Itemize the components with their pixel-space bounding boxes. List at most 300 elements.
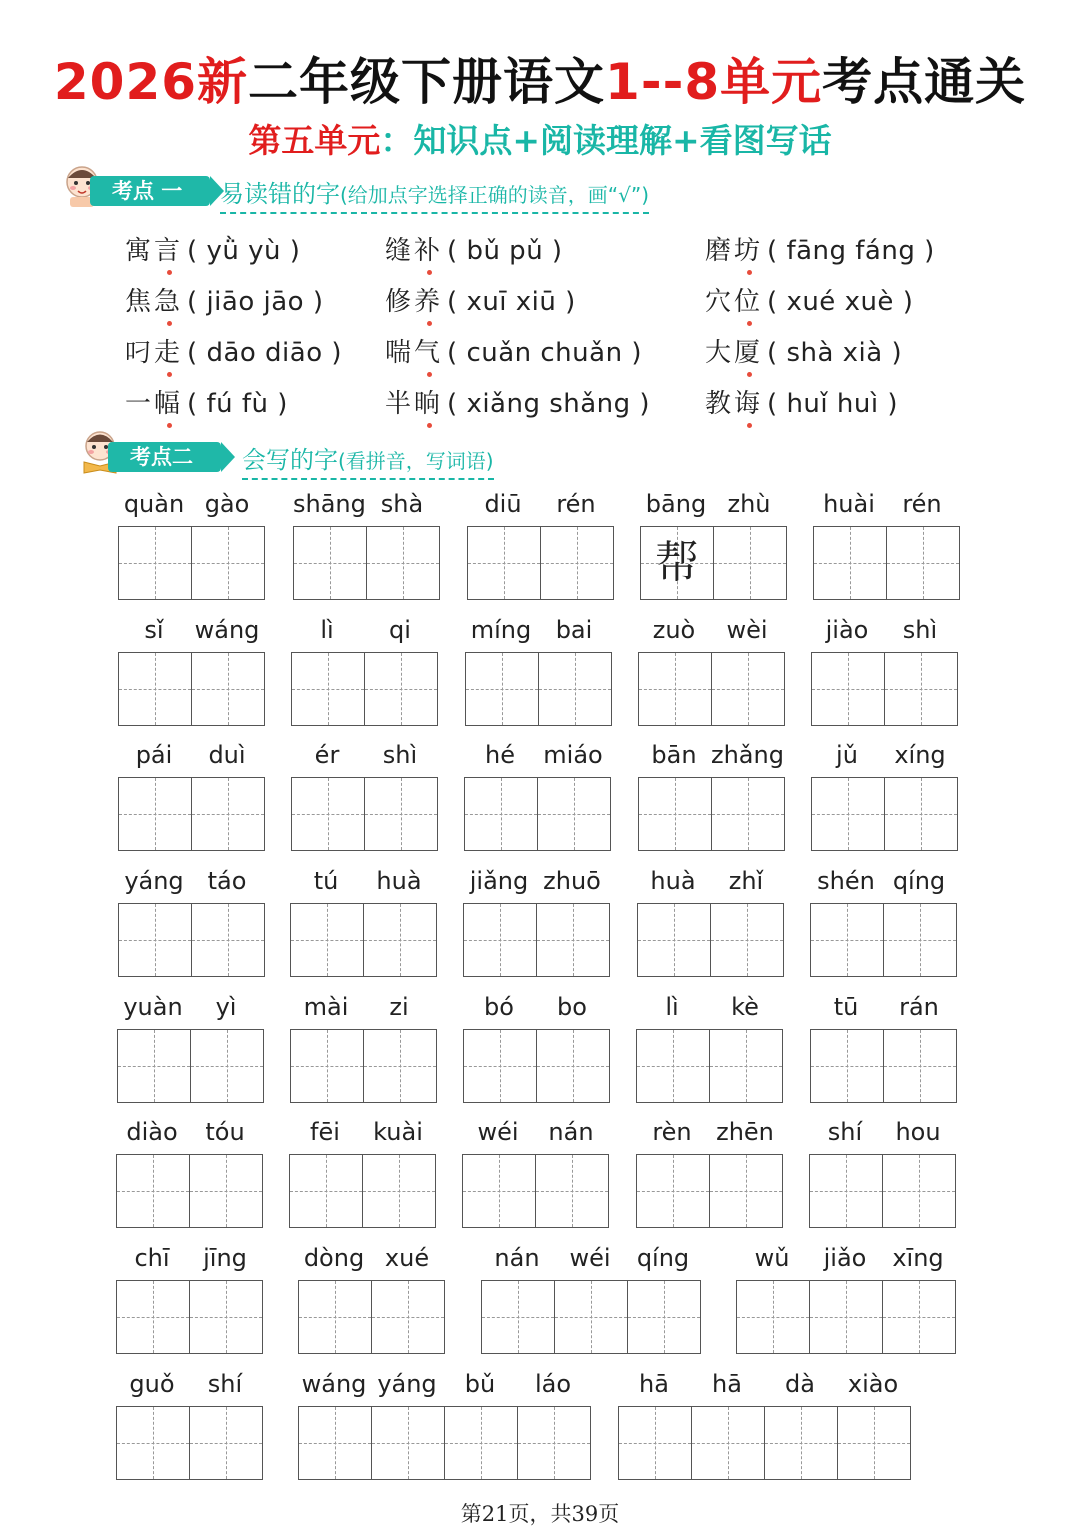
writing-box[interactable] [463,1155,536,1227]
writing-box[interactable] [637,1030,710,1102]
pinyin-options[interactable]: ( cuǎn chuǎn ) [447,338,642,368]
pinyin-row [809,1118,955,1148]
title-part-year: 2026新 [53,53,249,111]
pinyin-syllable: wéi [569,1244,611,1272]
pinyin-syllable: jiǎo [823,1244,867,1272]
writing-box[interactable] [555,1281,628,1353]
tianzige-boxes [636,1029,783,1103]
writing-box[interactable] [810,1155,883,1227]
item-word [125,338,183,368]
pinyin-syllable: qíng [636,1244,690,1272]
tianzige-boxes [638,652,785,726]
writing-box[interactable] [692,1407,765,1479]
tianzige-boxes [809,1154,956,1228]
pinyin-syllable: dà [785,1370,815,1398]
writing-box[interactable] [117,1407,190,1479]
pinyin-row [118,741,264,771]
writing-box[interactable] [299,1281,372,1353]
pinyin-syllable: shí [207,1370,243,1398]
pinyin-syllable: rán [899,993,939,1021]
pinyin-row [462,1118,608,1148]
pinyin-syllable: jǔ [836,741,858,769]
writing-box[interactable] [628,1281,700,1353]
pinyin-syllable: xīng [892,1244,944,1272]
pinyin-syllable: hou [895,1118,941,1146]
section-2-heading: 会写的字 [242,446,338,474]
tianzige-boxes [810,1029,957,1103]
item-word [385,236,443,266]
writing-box[interactable] [641,527,714,599]
writing-box[interactable] [363,1155,435,1227]
pronunciation-item [125,230,300,267]
writing-box[interactable] [639,778,712,850]
pinyin-syllable: zhēn [716,1118,774,1146]
pinyin-syllable: dòng [303,1244,365,1272]
tianzige-boxes [116,1406,263,1480]
pinyin-row [118,867,264,897]
pinyin-syllable: shà [380,490,424,518]
pinyin-syllable: huà [376,867,422,895]
pinyin-syllable: shāng [293,490,366,518]
section-1-tag: 考点 一 [90,176,210,206]
tianzige-boxes [291,777,438,851]
pronunciation-item [125,332,342,369]
pinyin-syllable: fēi [310,1118,340,1146]
dotted-char: 补 [414,230,443,267]
writing-box[interactable] [365,653,437,725]
tianzige-boxes [481,1280,701,1354]
pinyin-row [464,741,610,771]
pinyin-syllable: zi [389,993,409,1021]
pinyin-row [810,993,956,1023]
item-word [705,236,763,266]
dotted-char: 诲 [734,383,763,420]
item-word [705,338,763,368]
pinyin-row [116,1370,262,1400]
pinyin-syllable: rén [556,490,596,518]
writing-box[interactable] [711,904,783,976]
pronunciation-item [385,332,642,369]
writing-box[interactable] [119,653,192,725]
page-subtitle [0,115,1080,162]
pinyin-syllable: lì [320,616,334,644]
pinyin-row [291,741,437,771]
tianzige-boxes [465,652,612,726]
tianzige-boxes [118,652,265,726]
pinyin-syllable: zhù [727,490,771,518]
writing-box[interactable] [465,778,538,850]
writing-box[interactable] [887,527,959,599]
item-word [385,287,443,317]
pinyin-syllable: diū [484,490,522,518]
pinyin-syllable: wéi [477,1118,519,1146]
pinyin-row [467,490,613,520]
tianzige-boxes [736,1280,956,1354]
writing-box[interactable] [639,653,712,725]
writing-box[interactable] [367,527,439,599]
pinyin-row [290,993,436,1023]
pinyin-syllable: táo [207,867,247,895]
writing-box[interactable] [812,653,885,725]
pinyin-row [638,616,784,646]
pinyin-syllable: zhǎng [711,741,784,769]
writing-box[interactable] [537,1030,609,1102]
writing-box[interactable] [445,1407,518,1479]
writing-box[interactable] [541,527,613,599]
tianzige-boxes [467,526,614,600]
writing-box[interactable] [117,1281,190,1353]
item-char: 大 [705,338,735,368]
page-title [0,42,1080,114]
writing-box[interactable] [885,778,957,850]
pinyin-syllable: bó [484,993,514,1021]
pinyin-syllable: jiào [825,616,869,644]
tianzige-boxes [463,1029,610,1103]
tianzige-boxes [293,526,440,600]
writing-box[interactable] [291,1030,364,1102]
writing-box[interactable] [814,527,887,599]
pinyin-syllable: tū [833,993,859,1021]
writing-box[interactable] [117,1155,190,1227]
pinyin-syllable: lì [665,993,679,1021]
pinyin-options[interactable]: ( jiāo jāo ) [187,287,324,317]
writing-box[interactable] [811,1030,884,1102]
pinyin-syllable: xué [384,1244,430,1272]
item-char: 穴 [705,287,735,317]
pinyin-row [291,616,437,646]
writing-box[interactable] [838,1407,910,1479]
dotted-char: 位 [734,281,763,318]
writing-box[interactable] [192,527,264,599]
pinyin-syllable: guǒ [129,1370,175,1398]
pronunciation-item [385,281,576,318]
pinyin-row [116,1244,262,1274]
pinyin-row [640,490,786,520]
tianzige-boxes [811,652,958,726]
pinyin-row [636,993,782,1023]
pinyin-syllable: hā [712,1370,742,1398]
pinyin-syllable: jiǎng [469,867,529,895]
writing-box[interactable] [710,1030,782,1102]
writing-box[interactable] [292,653,365,725]
item-char: 一 [125,389,155,419]
dotted-char: 晌 [414,383,443,420]
pinyin-syllable: chī [134,1244,170,1272]
writing-box[interactable] [292,778,365,850]
pinyin-row [290,867,436,897]
page-number: 第21页，共39页 [460,1502,620,1526]
pinyin-syllable: shì [382,741,418,769]
pinyin-syllable: hé [485,741,515,769]
section-1-note: (给加点字选择正确的读音，画“√”) [340,183,650,207]
pronunciation-item [125,281,323,318]
item-word [125,236,183,266]
pinyin-options[interactable]: ( fāng fáng ) [767,236,935,266]
section-2-header [80,438,580,478]
pronunciation-item [705,281,913,318]
pinyin-syllable: bāng [645,490,707,518]
tianzige-boxes [291,652,438,726]
pronunciation-item [385,383,650,420]
writing-box[interactable] [464,1030,537,1102]
writing-box[interactable] [364,1030,436,1102]
dotted-char: 厦 [734,332,763,369]
pinyin-row [298,1370,590,1400]
pinyin-syllable: wǔ [754,1244,790,1272]
pinyin-syllable: yáng [377,1370,437,1398]
writing-box[interactable] [810,1281,883,1353]
writing-box[interactable] [712,653,784,725]
pinyin-syllable: kè [731,993,759,1021]
section-1-title [220,174,649,214]
writing-box[interactable] [372,1281,444,1353]
pinyin-row [465,616,611,646]
dotted-char: 走 [154,332,183,369]
tianzige-boxes [464,777,611,851]
pinyin-row [810,867,956,897]
subtitle-unit: 第五单元 [248,121,381,160]
pinyin-row [118,490,264,520]
writing-box[interactable] [536,1155,608,1227]
pinyin-syllable: yáng [124,867,184,895]
pinyin-syllable: nán [494,1244,540,1272]
dotted-char: 幅 [154,383,183,420]
pinyin-syllable: wáng [194,616,260,644]
writing-box[interactable] [119,778,192,850]
pinyin-row [116,1118,262,1148]
pinyin-syllable: rén [902,490,942,518]
writing-box[interactable] [712,778,784,850]
writing-box[interactable] [364,904,436,976]
pinyin-syllable: bān [651,741,697,769]
dotted-char: 言 [154,230,183,267]
pinyin-syllable: yuàn [123,993,183,1021]
pinyin-syllable: jīng [203,1244,247,1272]
pronunciation-item [705,383,898,420]
writing-box[interactable] [619,1407,692,1479]
pinyin-syllable: tú [313,867,339,895]
pinyin-syllable: diào [126,1118,178,1146]
pinyin-row [117,993,263,1023]
pinyin-row [638,741,784,771]
writing-box[interactable] [885,653,957,725]
writing-box[interactable] [365,778,437,850]
pinyin-options[interactable]: ( bǔ pǔ ) [447,236,563,266]
tianzige-boxes [117,1029,264,1103]
item-word [385,338,443,368]
pinyin-options[interactable]: ( fú fù ) [187,389,288,419]
writing-box[interactable] [518,1407,590,1479]
tianzige-boxes [638,777,785,851]
pinyin-syllable: míng [470,616,532,644]
pronunciation-item [705,230,935,267]
writing-box[interactable] [464,904,537,976]
pinyin-syllable: bai [555,616,593,644]
pinyin-syllable: quàn [123,490,185,518]
pinyin-syllable: zhǐ [728,867,764,895]
tianzige-boxes [290,1029,437,1103]
writing-box[interactable] [118,1030,191,1102]
pinyin-syllable: rèn [652,1118,692,1146]
dotted-char: 坊 [734,230,763,267]
section-2-tag: 考点二 [108,442,221,472]
pinyin-row [813,490,959,520]
pinyin-syllable: shén [817,867,875,895]
writing-box[interactable] [192,904,264,976]
item-char: 修 [385,287,415,317]
writing-box[interactable] [714,527,786,599]
subtitle-topics: ：知识点+阅读理解+看图写话 [380,121,832,160]
pinyin-options[interactable]: ( xiǎng shǎng ) [447,389,651,419]
pinyin-syllable: tóu [205,1118,245,1146]
writing-box[interactable] [884,1030,956,1102]
tianzige-boxes [637,903,784,977]
pinyin-syllable: hā [639,1370,669,1398]
pinyin-syllable: pái [135,741,173,769]
section-2-note: (看拼音，写词语) [338,449,494,473]
tianzige-boxes [116,1154,263,1228]
pinyin-syllable: ér [314,741,340,769]
pinyin-syllable: zuò [652,616,696,644]
writing-box[interactable] [710,1155,782,1227]
pinyin-syllable: bǔ [464,1370,496,1398]
writing-box[interactable] [638,904,711,976]
writing-box[interactable] [190,1407,262,1479]
pinyin-row [463,993,609,1023]
tianzige-boxes [640,526,787,600]
tianzige-boxes [462,1154,609,1228]
writing-box[interactable] [537,904,609,976]
pinyin-syllable: shí [827,1118,863,1146]
dotted-char: 急 [154,281,183,318]
pinyin-syllable: láo [534,1370,572,1398]
title-part-grade: 二年级下册语文 [248,53,606,111]
pronunciation-item [385,230,563,267]
pinyin-options[interactable]: ( yǜ yù ) [187,236,301,266]
pinyin-row [481,1244,700,1274]
item-word [385,389,443,419]
pinyin-syllable: miáo [543,741,603,769]
writing-box[interactable] [737,1281,810,1353]
pinyin-row [736,1244,955,1274]
item-word [125,287,183,317]
pinyin-syllable: mài [303,993,349,1021]
pinyin-options[interactable]: ( dāo diāo ) [187,338,343,368]
tianzige-boxes [289,1154,436,1228]
writing-box[interactable] [466,653,539,725]
writing-box[interactable] [637,1155,710,1227]
item-char: 焦 [125,287,155,317]
pinyin-syllable: kuài [373,1118,423,1146]
pinyin-syllable: duì [208,741,246,769]
pinyin-syllable: shì [902,616,938,644]
writing-box[interactable] [119,904,192,976]
writing-box[interactable] [190,1281,262,1353]
pinyin-syllable: qíng [892,867,946,895]
pinyin-row [463,867,609,897]
pinyin-row [811,616,957,646]
tianzige-boxes [118,526,265,600]
title-part-pass: 考点通关 [822,53,1027,111]
item-word [125,389,183,419]
item-char: 磨 [705,236,735,266]
tianzige-boxes [118,777,265,851]
pinyin-syllable: yì [215,993,237,1021]
tianzige-boxes [618,1406,911,1480]
pinyin-options[interactable]: ( shà xià ) [767,338,903,368]
pinyin-options[interactable]: ( xué xuè ) [767,287,914,317]
tianzige-boxes [116,1280,263,1354]
item-char: 叼 [125,338,155,368]
writing-box[interactable] [291,904,364,976]
pinyin-syllable: qi [389,616,411,644]
writing-box[interactable] [192,778,264,850]
pinyin-row [637,867,783,897]
tianzige-boxes [810,903,957,977]
writing-box[interactable] [884,904,956,976]
pinyin-row [298,1244,444,1274]
writing-box[interactable] [468,527,541,599]
writing-box[interactable] [811,904,884,976]
pinyin-row [289,1118,435,1148]
writing-box[interactable] [372,1407,445,1479]
writing-box[interactable] [190,1155,262,1227]
writing-box[interactable] [883,1155,955,1227]
writing-box[interactable] [294,527,367,599]
tianzige-boxes [298,1406,591,1480]
writing-box[interactable] [538,778,610,850]
writing-box[interactable] [765,1407,838,1479]
pinyin-row [636,1118,782,1148]
pinyin-row [618,1370,910,1400]
writing-box[interactable] [812,778,885,850]
pinyin-syllable: xíng [894,741,946,769]
item-char: 寓 [125,236,155,266]
dotted-char: 气 [414,332,443,369]
writing-box[interactable] [299,1407,372,1479]
item-word [705,287,763,317]
section-1-header [62,172,762,212]
writing-box[interactable] [119,527,192,599]
pinyin-row [293,490,439,520]
writing-box[interactable] [192,653,264,725]
writing-box[interactable] [539,653,611,725]
dotted-char: 养 [414,281,443,318]
item-char: 缝 [385,236,415,266]
pinyin-options[interactable]: ( xuī xiū ) [447,287,576,317]
pinyin-syllable: wèi [726,616,768,644]
tianzige-boxes [298,1280,445,1354]
title-part-units: 1--8单元 [605,53,823,111]
pinyin-syllable: huà [650,867,696,895]
writing-box[interactable] [482,1281,555,1353]
pinyin-syllable: zhuō [543,867,601,895]
writing-box[interactable] [290,1155,363,1227]
section-1-heading: 易读错的字 [220,180,340,208]
writing-box[interactable] [883,1281,955,1353]
pinyin-options[interactable]: ( huǐ huì ) [767,389,898,419]
writing-box[interactable] [191,1030,263,1102]
pinyin-syllable: gào [204,490,250,518]
tianzige-boxes [811,777,958,851]
pinyin-row [118,616,264,646]
pinyin-row [811,741,957,771]
tianzige-boxes [636,1154,783,1228]
pronunciation-item [705,332,902,369]
item-char: 半 [385,389,415,419]
tianzige-boxes [463,903,610,977]
pinyin-syllable: nán [548,1118,594,1146]
